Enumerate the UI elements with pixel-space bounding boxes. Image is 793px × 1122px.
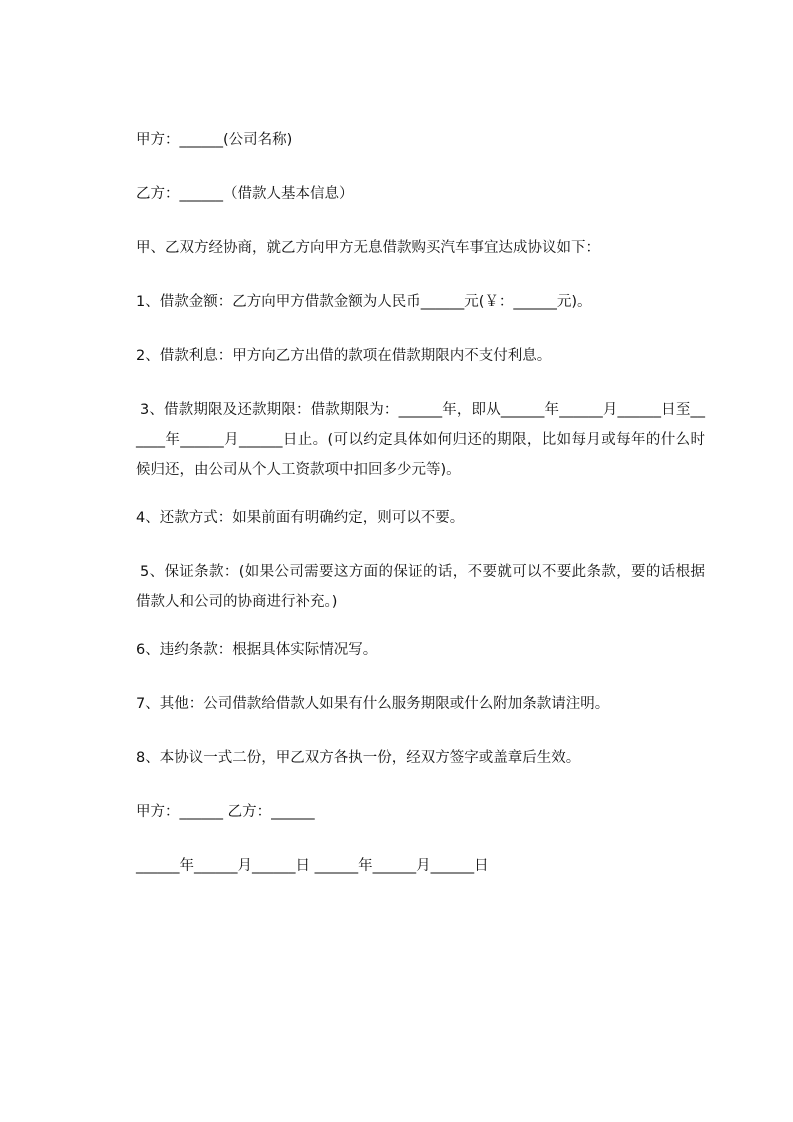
party-b-header: 乙方：______（借款人基本信息） <box>136 186 354 202</box>
signature-line: 甲方：______ 乙方：______ <box>136 804 315 820</box>
date-line: ______年______月______日 ______年______月______日 <box>136 858 489 874</box>
clause-loan-amount: 1、借款金额：乙方向甲方借款金额为人民币______元(￥：______元)。 <box>136 294 592 310</box>
clause-other: 7、其他：公司借款给借款人如果有什么服务期限或什么附加条款请注明。 <box>136 696 610 712</box>
clause-breach: 6、违约条款：根据具体实际情况写。 <box>136 642 378 658</box>
clause-guarantee: 5、保证条款：(如果公司需要这方面的保证的话，不要就可以不要此条款，要的话根据借款人和公司的协商进行补充。) <box>136 564 705 610</box>
clause-loan-interest: 2、借款利息：甲方向乙方出借的款项在借款期限内不支付利息。 <box>136 348 552 364</box>
clause-effectiveness: 8、本协议一式二份，甲乙双方各执一份，经双方签字或盖章后生效。 <box>136 750 581 766</box>
clause-repayment-method: 4、还款方式：如果前面有明确约定，则可以不要。 <box>136 510 465 526</box>
party-a-header: 甲方：______(公司名称) <box>136 132 293 148</box>
clause-loan-term: 3、借款期限及还款期限：借款期限为：______年，即从______年______月______日至______年______月______日止。(可以约定具体如何归还的期限，比如每月或每年的什么时候归还，由公司从个人工资款项中扣回多少元等)。 <box>136 402 705 478</box>
agreement-intro: 甲、乙双方经协商，就乙方向甲方无息借款购买汽车事宜达成协议如下： <box>136 240 600 256</box>
